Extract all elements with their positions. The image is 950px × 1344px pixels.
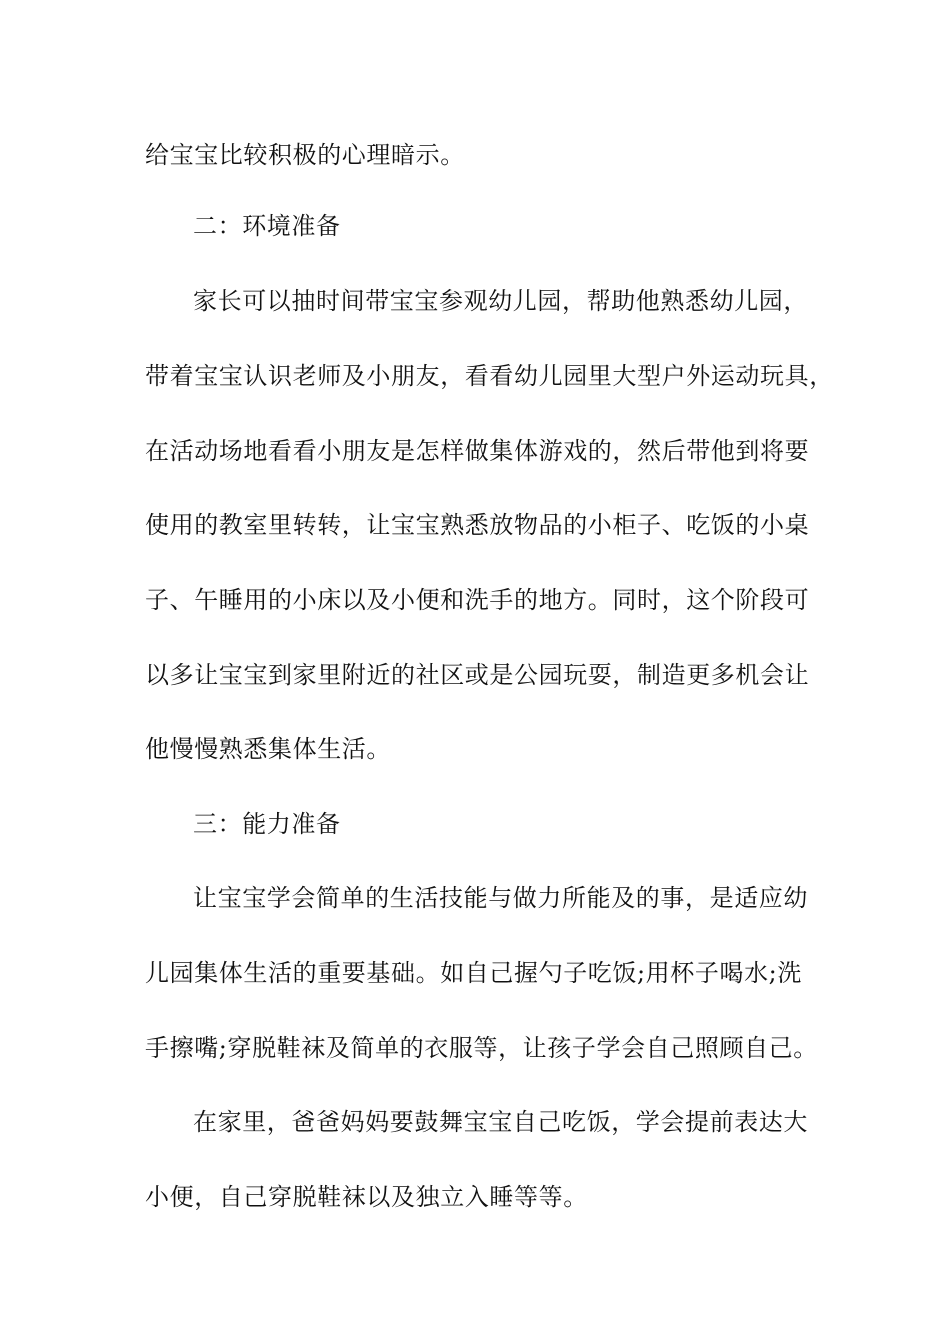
text-line: 在家里，爸爸妈妈要鼓舞宝宝自己吃饭，学会提前表达大 <box>193 1108 808 1136</box>
section-heading-ability: 三：能力准备 <box>193 810 341 838</box>
text-line: 子、午睡用的小床以及小便和洗手的地方。同时，这个阶段可 <box>145 586 810 614</box>
text-line: 使用的教室里转转，让宝宝熟悉放物品的小柜子、吃饭的小桌 <box>145 511 810 539</box>
text-line: 给宝宝比较积极的心理暗示。 <box>145 141 465 169</box>
text-line: 家长可以抽时间带宝宝参观幼儿园，帮助他熟悉幼儿园， <box>193 287 808 315</box>
text-line: 他慢慢熟悉集体生活。 <box>145 735 391 763</box>
text-line: 在活动场地看看小朋友是怎样做集体游戏的，然后带他到将要 <box>145 437 810 465</box>
text-line: 儿园集体生活的重要基础。如自己握勺子吃饭;用杯子喝水;洗 <box>145 959 802 987</box>
text-line: 让宝宝学会简单的生活技能与做力所能及的事，是适应幼 <box>193 884 808 912</box>
text-line: 小便，自己穿脱鞋袜以及独立入睡等等。 <box>145 1183 588 1211</box>
text-line: 带着宝宝认识老师及小朋友，看看幼儿园里大型户外运动玩具， <box>145 362 834 390</box>
text-line: 手擦嘴;穿脱鞋袜及简单的衣服等，让孩子学会自己照顾自己。 <box>145 1034 818 1062</box>
section-heading-environment: 二：环境准备 <box>193 212 341 240</box>
text-line: 以多让宝宝到家里附近的社区或是公园玩耍，制造更多机会让 <box>145 661 810 689</box>
